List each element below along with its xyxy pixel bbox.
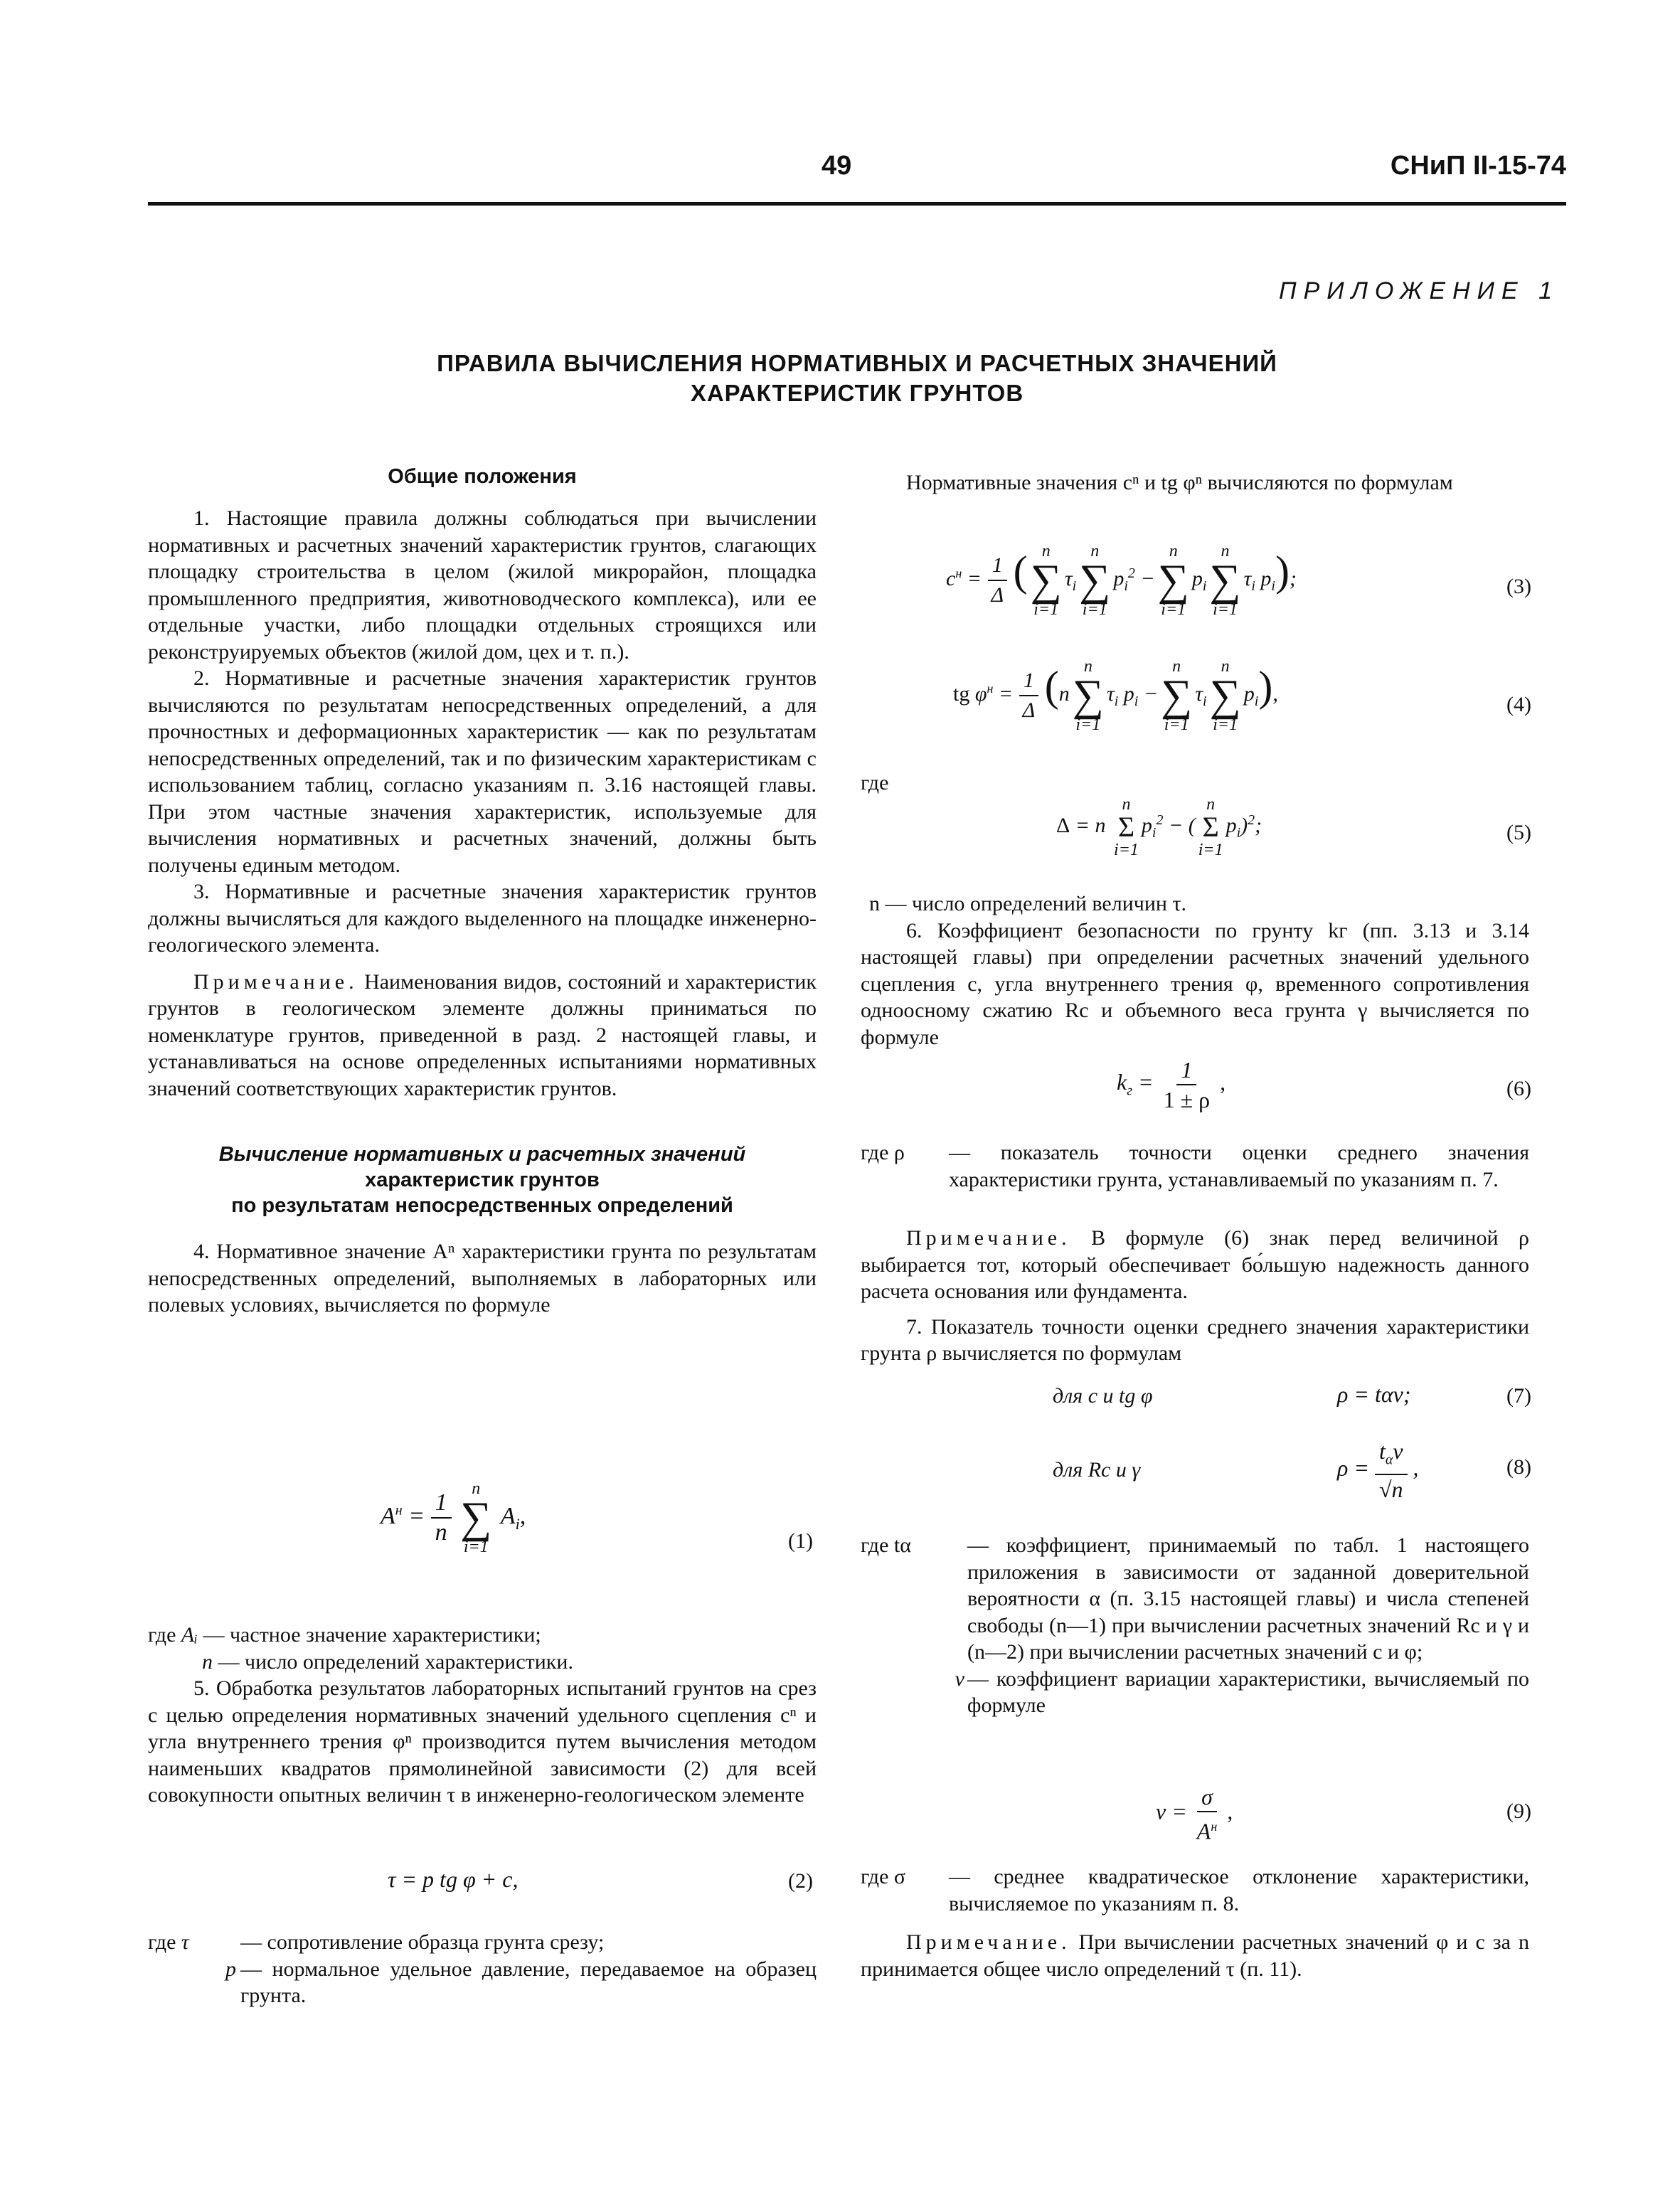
header-rule bbox=[148, 202, 1566, 206]
def-tau-symbol: τ bbox=[181, 1930, 189, 1954]
formula-6-number: (6) bbox=[1506, 1077, 1531, 1100]
where-label-right: где bbox=[861, 771, 889, 794]
formula-4-number: (4) bbox=[1506, 693, 1531, 716]
left-column-p5 bbox=[148, 1675, 817, 1809]
formula-2: τ = p tg φ + c, bbox=[388, 1866, 519, 1892]
section-heading-general: Общие положения bbox=[388, 465, 577, 488]
definitions-formula-8 bbox=[861, 1532, 1529, 1719]
note-1 bbox=[148, 969, 817, 1102]
where-label: где bbox=[148, 1623, 176, 1647]
formula-5: Δ = n n Σ i=1 $p_i^2$ − ( n Σ i=1 $p_i)^2$; bbox=[1056, 795, 1262, 859]
formulas-intro: Нормативные значения cⁿ и tg φⁿ вычисляются по формулам bbox=[906, 471, 1453, 494]
formula-4: tg $\varphi^н$ = $\frac{1}{\Delta}$ (n n ∑ i=1 $\tau_i$ $p_i$ − n ∑ i=1 $\tau_i$ n ∑ i=1 $p_i$), bbox=[953, 657, 1278, 734]
def-sigma-text: — среднее квадратическое отклонение характеристики, вычисляемое по указаниям п. 8. bbox=[949, 1865, 1529, 1915]
def-v-label: v bbox=[955, 1666, 964, 1691]
def-tau-text: — сопротивление образца грунта срезу; bbox=[240, 1930, 605, 1954]
def-n-symbol: n bbox=[202, 1649, 213, 1674]
def-ai-text: — частное значение характеристики; bbox=[203, 1623, 541, 1647]
section-heading-calc-line2: характеристик грунтов bbox=[365, 1169, 600, 1191]
definitions-formula-1 bbox=[148, 1622, 817, 1675]
where-label-2: где bbox=[148, 1930, 176, 1954]
note-3-label: Примечание. bbox=[906, 1930, 1071, 1954]
left-column-top bbox=[148, 464, 817, 1319]
note-2-text: В формуле (6) знак перед величиной ρ выбирается тот, который обеспечивает бо́льшую надежность данного расчета основания или фундамента. bbox=[861, 1226, 1529, 1303]
formula-7: ρ = tαv; bbox=[1337, 1381, 1411, 1407]
formula-5-number: (5) bbox=[1506, 821, 1531, 844]
definition-sigma bbox=[861, 1864, 1529, 1917]
formula-9: v = $\frac{\sigma}{A^н}$ , bbox=[1156, 1784, 1233, 1844]
paragraph-4: 4. Нормативное значение Aⁿ характеристики грунта по результатам непосредственных определений, выполняемых в лабораторных или полевых условиях, вычисляется по формуле bbox=[148, 1240, 817, 1317]
note-3-text: При вычислении расчетных значений φ и c за n принимается общее число определений τ (п. 11). bbox=[861, 1930, 1529, 1981]
formula-2-number: (2) bbox=[788, 1869, 813, 1893]
page-number: 49 bbox=[822, 151, 852, 181]
def-p-symbol: p bbox=[225, 1957, 236, 1981]
right-column-notes bbox=[861, 1225, 1529, 1367]
definition-rho bbox=[861, 1139, 1529, 1193]
appendix-title-line1: ПРАВИЛА ВЫЧИСЛЕНИЯ НОРМАТИВНЫХ И РАСЧЕТНЫХ ЗНАЧЕНИЙ bbox=[437, 350, 1277, 376]
note-3 bbox=[861, 1929, 1529, 1982]
appendix-title-line2: ХАРАКТЕРИСТИК ГРУНТОВ bbox=[690, 380, 1024, 406]
formula-7-condition: для c и tg φ bbox=[1053, 1384, 1153, 1408]
def-sigma-label: где σ bbox=[861, 1865, 906, 1888]
formula-9-number: (9) bbox=[1506, 1799, 1531, 1823]
definitions-formula-2 bbox=[148, 1929, 817, 2009]
right-column-note3 bbox=[861, 1929, 1529, 1982]
paragraph-1: 1. Настоящие правила должны соблюдаться при вычислении нормативных и расчетных значений характеристик грунтов, слагающих площадку строительства в целом (жилой микрорайон, площадка промышленного предприятия, животноводческого комплекса), или ее отдельные участки, либо площадки отдельных строящихся или реконструируемых объектов (жилой дом, цех и т. п.). bbox=[148, 506, 817, 664]
formula-8-number: (8) bbox=[1506, 1455, 1531, 1479]
formula-1: $A^н$ = $\frac{1}{n}$ n ∑ i=1 $A_i$, bbox=[381, 1479, 526, 1556]
section-heading-calc-line3: по результатам непосредственных определений bbox=[231, 1194, 733, 1217]
paragraph-6: 6. Коэффициент безопасности по грунту kг (пп. 3.13 и 3.14 настоящей главы) при определении расчетных значений удельного сцепления c, угла внутреннего трения φ, временного сопротивления одноосному сжатию Rc и объемного веса грунта γ вычисляется по формуле bbox=[861, 918, 1529, 1049]
formula-8: ρ = $\frac{t_\alpha v}{√n}$ , bbox=[1337, 1438, 1419, 1503]
def-n-count: n — число определений величин τ. bbox=[869, 892, 1187, 915]
def-n-text: — число определений характеристики. bbox=[218, 1649, 573, 1674]
note-1-label: Примечание. bbox=[193, 969, 358, 994]
document-code: СНиП II-15-74 bbox=[1390, 151, 1566, 181]
right-column-intro bbox=[861, 469, 1529, 496]
note-1-text: Наименования видов, состояний и характеристик грунтов в геологическом элементе должны приниматься по номенклатуре грунтов, приведенной в разд. 2 настоящей главы, и устанавливаться на основе определенных испытаниями нормативных значений соответствующих характеристик грунтов. bbox=[148, 969, 817, 1100]
def-ta-label: где tα bbox=[861, 1533, 911, 1557]
def-ta-text: — коэффициент, принимаемый по табл. 1 настоящего приложения в зависимости от заданной доверительной вероятности α (п. 3.15 настоящей главы) и числа степеней свободы (n—1) при вычислении расчетных значений Rc и γ и (n—2) при вычислении расчетных значений c и φ; bbox=[967, 1533, 1529, 1664]
formula-6: $k_г$ = $\frac{1}{1 \pm \rho}$ , bbox=[1117, 1057, 1226, 1112]
note-2 bbox=[861, 1225, 1529, 1305]
paragraph-2: 2. Нормативные и расчетные значения характеристик грунтов вычисляются по результатам непосредственных определений, а для прочностных и деформационных характеристик — как по результатам непосредственных определений, так и по физическим характеристикам с использованием таблиц, согласно указаниям п. 3.16 настоящей главы. При этом частные значения характеристик, используемые для вычисления нормативных и расчетных значений, должны быть получены единым методом. bbox=[148, 666, 817, 877]
formula-7-number: (7) bbox=[1506, 1384, 1531, 1408]
def-rho-label: где ρ bbox=[861, 1141, 905, 1164]
formula-1-number: (1) bbox=[788, 1529, 813, 1553]
note-2-label: Примечание. bbox=[906, 1226, 1071, 1250]
paragraph-7: 7. Показатель точности оценки среднего значения характеристики грунта ρ вычисляется по формулам bbox=[861, 1314, 1529, 1365]
section-heading-calc-line1: Вычисление нормативных и расчетных значений bbox=[218, 1143, 746, 1166]
right-column-p6 bbox=[861, 891, 1529, 1051]
def-v-text: — коэффициент вариации характеристики, вычисляемый по формуле bbox=[967, 1666, 1529, 1717]
formula-3: $c^н$ = $\frac{1}{\Delta}$ ( n ∑ i=1 $\tau_i$ n ∑ i=1 $p_i^2$ − n ∑ i=1 $p_i$ n ∑ i=1 $\tau_i$ $p_i$); bbox=[946, 542, 1297, 619]
formula-3-number: (3) bbox=[1506, 575, 1531, 598]
paragraph-5: 5. Обработка результатов лабораторных испытаний грунтов на срез с целью определения нормативных значений удельного сцепления cⁿ и угла внутреннего трения φⁿ производится путем вычисления методом наименьших квадратов прямолинейной зависимости (2) для всей совокупности опытных величин τ в инженерно-геологическом элементе bbox=[148, 1676, 817, 1807]
formula-8-condition: для Rc и γ bbox=[1053, 1458, 1141, 1482]
paragraph-3: 3. Нормативные и расчетные значения характеристик грунтов должны вычисляться для каждого выделенного на площадке инженерно-геологического элемента. bbox=[148, 880, 817, 957]
def-rho-text: — показатель точности оценки среднего значения характеристики грунта, устанавливаемый по указаниям п. 7. bbox=[949, 1141, 1529, 1191]
def-p-text: — нормальное удельное давление, передаваемое на образец грунта. bbox=[240, 1957, 817, 2007]
def-ai-symbol: Aᵢ bbox=[181, 1623, 198, 1647]
appendix-label: ПРИЛОЖЕНИЕ 1 bbox=[1278, 277, 1559, 304]
